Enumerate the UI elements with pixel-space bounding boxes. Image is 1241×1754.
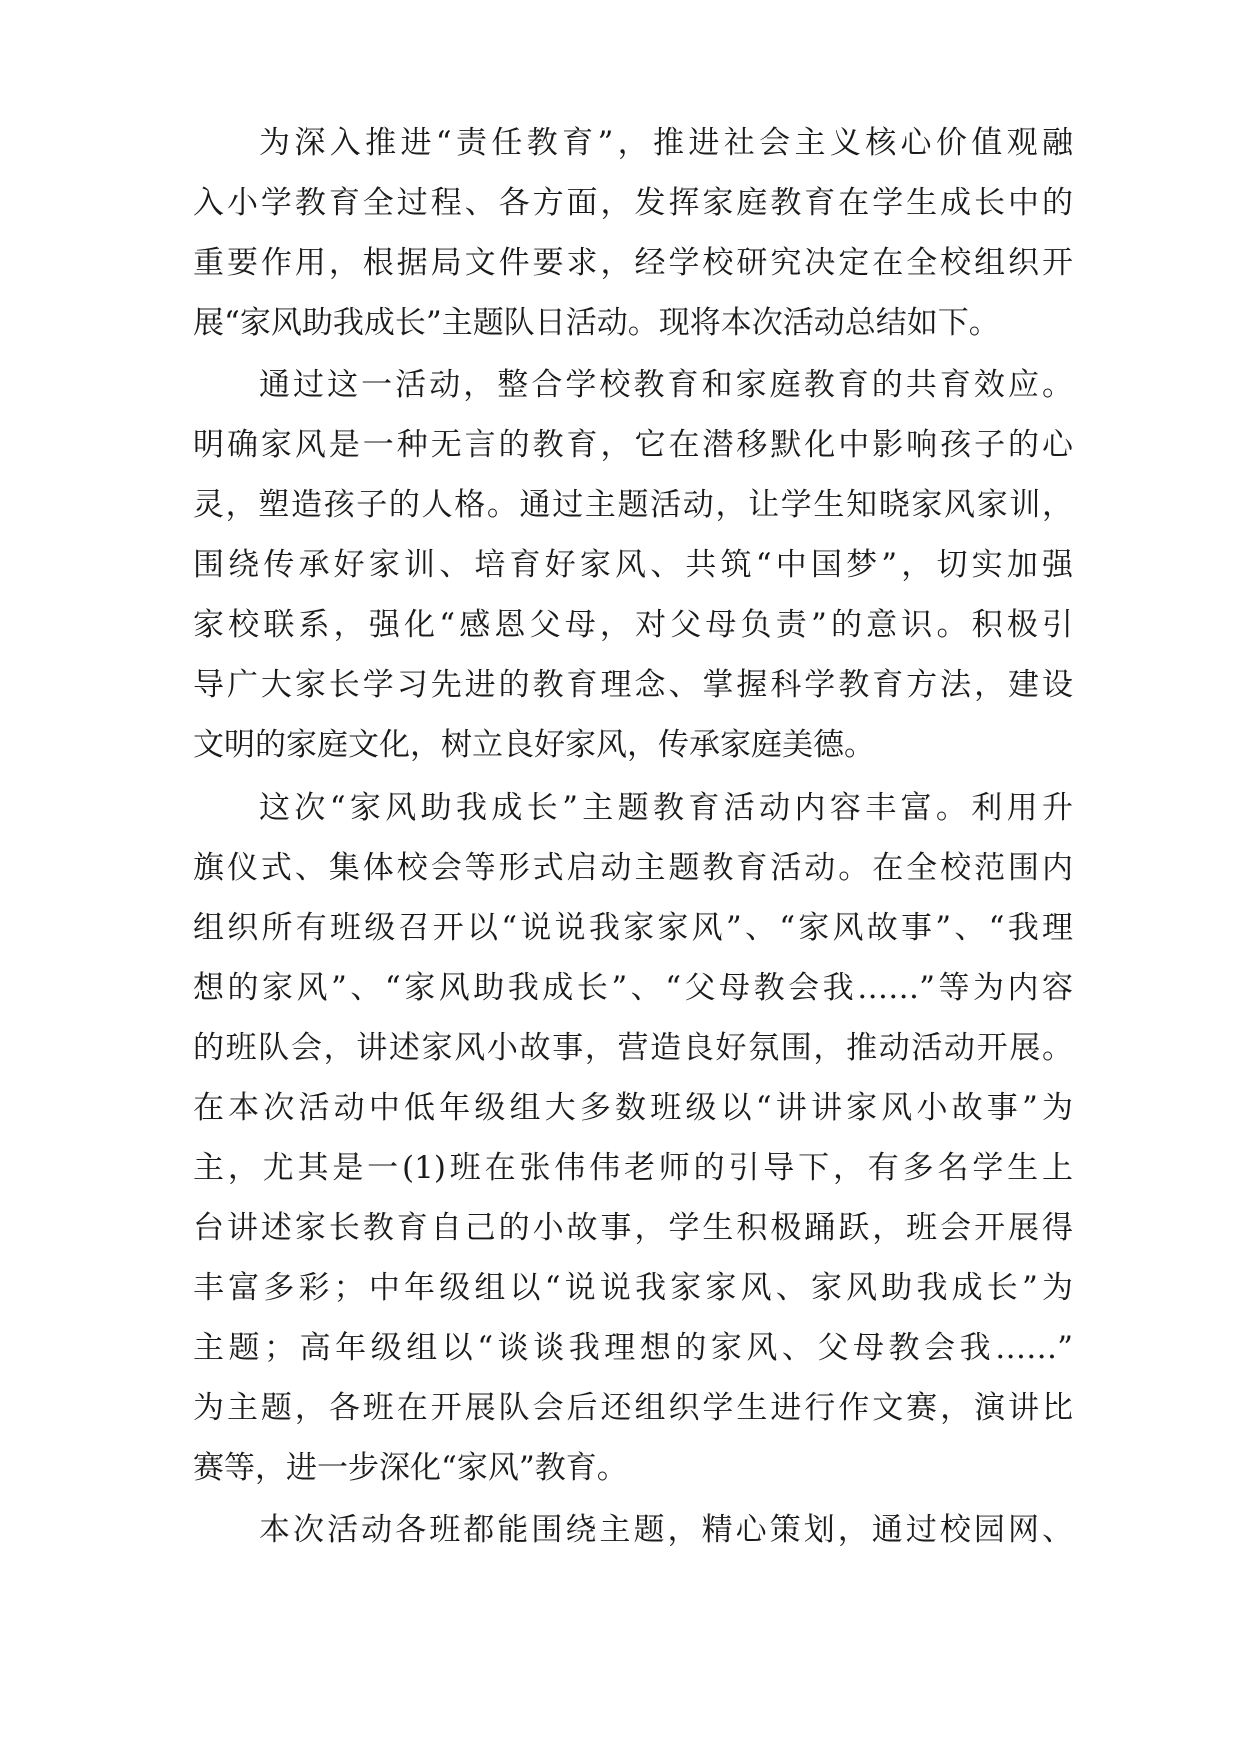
paragraph-3-line: 想的家风”、“家风助我成长”、“父母教会我……”等为内容 [193, 970, 1073, 1006]
paragraph-4-line: 本次活动各班都能围绕主题，精心策划，通过校园网、 [259, 1512, 1073, 1548]
paragraph-1-line: 入小学教育全过程、各方面，发挥家庭教育在学生成长中的 [193, 185, 1073, 221]
paragraph-2-line: 导广大家长学习先进的教育理念、掌握科学教育方法，建设 [193, 667, 1073, 703]
paragraph-3-line: 台讲述家长教育自己的小故事，学生积极踊跃，班会开展得 [193, 1210, 1073, 1246]
paragraph-3-line: 这次“家风助我成长”主题教育活动内容丰富。利用升 [259, 790, 1073, 826]
paragraph-3-line: 主，尤其是一(1)班在张伟伟老师的引导下，有多名学生上 [193, 1150, 1073, 1186]
paragraph-2-line: 灵，塑造孩子的人格。通过主题活动，让学生知晓家风家训， [193, 487, 1073, 523]
paragraph-2-line: 围绕传承好家训、培育好家风、共筑“中国梦”，切实加强 [193, 547, 1073, 583]
paragraph-2-line: 通过这一活动，整合学校教育和家庭教育的共育效应。 [259, 367, 1073, 403]
paragraph-2-line: 家校联系，强化“感恩父母，对父母负责”的意识。积极引 [193, 607, 1073, 643]
paragraph-2-line: 文明的家庭文化，树立良好家风，传承家庭美德。 [193, 727, 875, 763]
paragraph-2-line: 明确家风是一种无言的教育，它在潜移默化中影响孩子的心 [193, 427, 1073, 463]
paragraph-3-line: 为主题，各班在开展队会后还组织学生进行作文赛，演讲比 [193, 1390, 1073, 1426]
paragraph-1-line: 展“家风助我成长”主题队日活动。现将本次活动总结如下。 [193, 305, 1000, 341]
paragraph-3-line: 的班队会，讲述家风小故事，营造良好氛围，推动活动开展。 [193, 1030, 1073, 1066]
paragraph-3-line: 在本次活动中低年级组大多数班级以“讲讲家风小故事”为 [193, 1090, 1073, 1126]
paragraph-3-line: 赛等，进一步深化“家风”教育。 [193, 1450, 628, 1486]
paragraph-3-line: 组织所有班级召开以“说说我家家风”、“家风故事”、“我理 [193, 910, 1073, 946]
paragraph-1-line: 重要作用，根据局文件要求，经学校研究决定在全校组织开 [193, 245, 1073, 281]
paragraph-3-line: 旗仪式、集体校会等形式启动主题教育活动。在全校范围内 [193, 850, 1073, 886]
paragraph-1-line: 为深入推进“责任教育”，推进社会主义核心价值观融 [259, 125, 1073, 161]
paragraph-3-line: 丰富多彩；中年级组以“说说我家家风、家风助我成长”为 [193, 1270, 1073, 1306]
paragraph-3-line: 主题；高年级组以“谈谈我理想的家风、父母教会我……” [193, 1330, 1073, 1366]
